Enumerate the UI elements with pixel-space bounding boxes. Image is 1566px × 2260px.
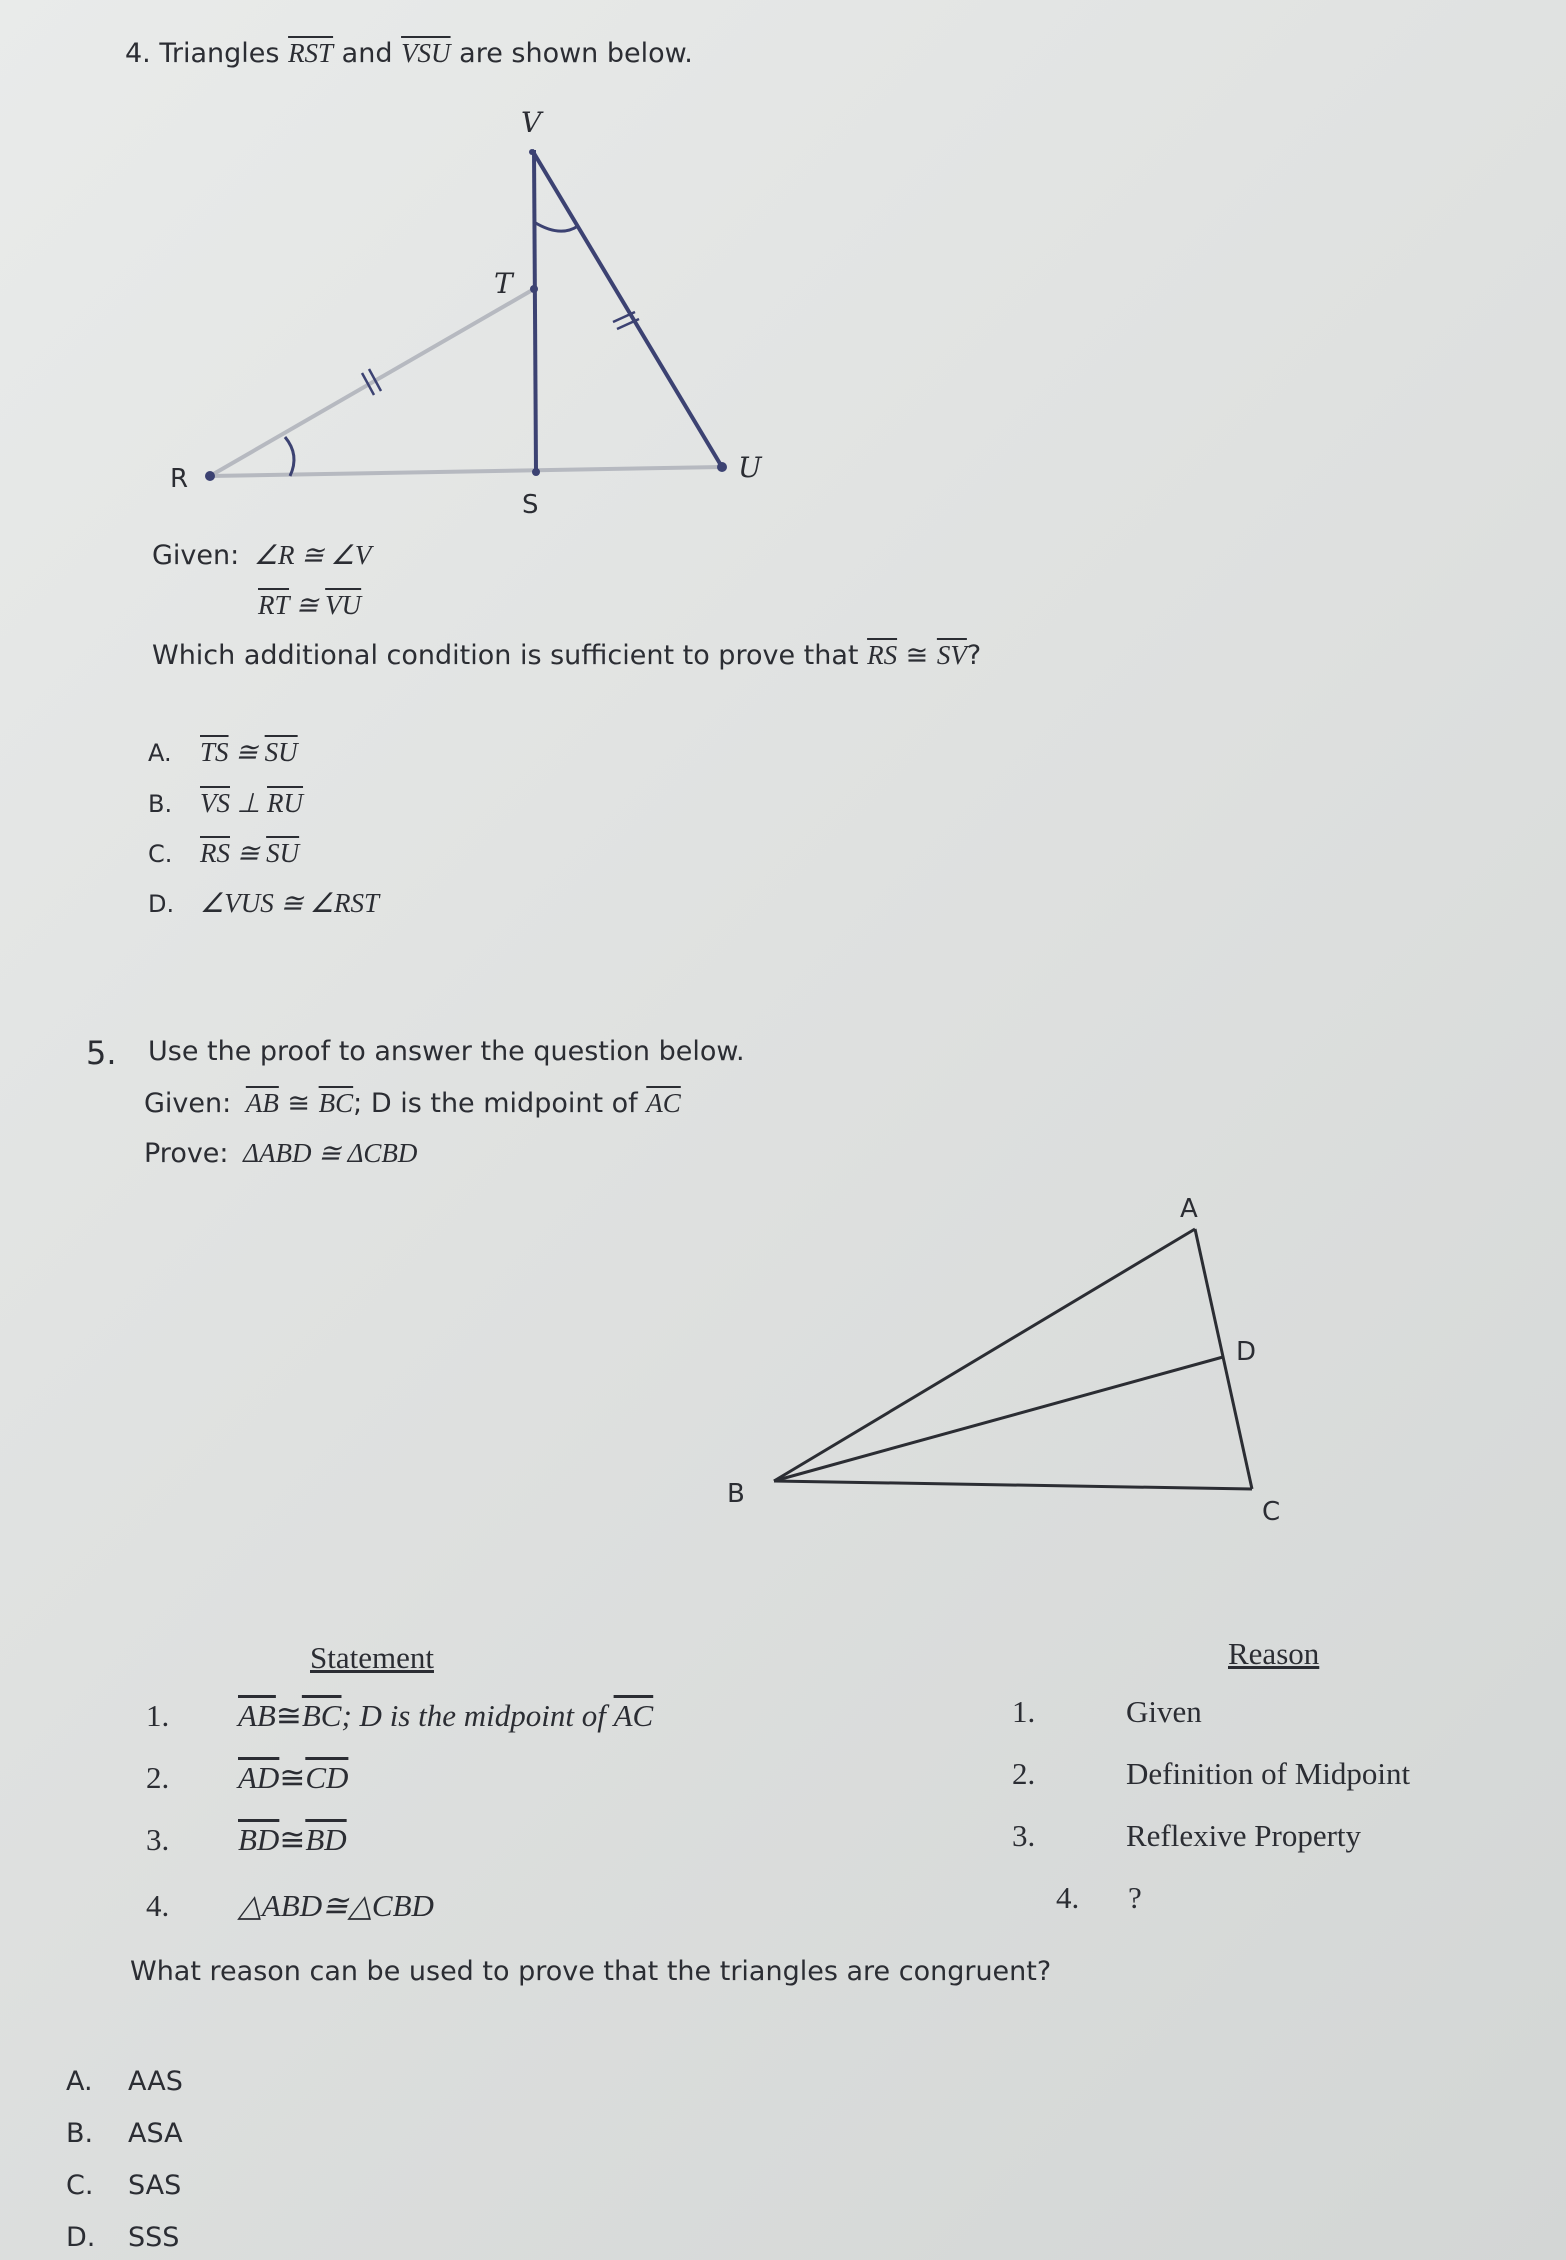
q5-triangle-figure (0, 1150, 1566, 1530)
q5-option-b[interactable]: B. ASA (66, 2118, 183, 2149)
proof-reason-4: 4. ? (1056, 1880, 1142, 1915)
q4-question: Which additional condition is sufficient to prove that $\overline{RS}$ ≅ $\overline{SV}$? (152, 640, 982, 671)
q4-given: Given: ∠R ≅ ∠V (152, 540, 372, 571)
q5-stem: Use the proof to answer the question below. (148, 1036, 745, 1067)
label-B: B (727, 1479, 745, 1509)
q4-stem: 4. Triangles $\overline{RST}$ and $\overline{VSU}$ are shown below. (125, 38, 693, 69)
point-T (530, 285, 538, 293)
q5-question: What reason can be used to prove that the triangles are congruent? (130, 1956, 1052, 1987)
segment-RU (210, 467, 722, 476)
proof-row-1: 1. $\overline{AB}≅\overline{BC}$; D is the midpoint of $\overline{AC}$ (146, 1698, 654, 1733)
proof-reason-1: 1. Given (1012, 1694, 1202, 1729)
q4-triangle-figure (0, 0, 820, 530)
label-C: C (1262, 1497, 1281, 1527)
statement-header: Statement (310, 1640, 434, 1675)
point-U (717, 462, 727, 472)
q4-option-b[interactable]: B. $\overline{VS}$ ⊥ $\overline{RU}$ (148, 788, 304, 818)
q5-option-c[interactable]: C. SAS (66, 2170, 182, 2201)
label-V: V (521, 106, 542, 139)
segment-BA (774, 1229, 1195, 1481)
segment-TS (534, 150, 536, 472)
q4-option-d[interactable]: D. ∠VUS ≅ ∠RST (148, 888, 380, 918)
proof-row-3: 3. $\overline{BD}≅\overline{BD}$ (146, 1822, 347, 1857)
segment-VU (532, 150, 722, 467)
q5-number: 5. (86, 1034, 117, 1072)
angle-mark-V (534, 222, 578, 231)
label-T: T (494, 267, 513, 300)
point-S (532, 468, 540, 476)
q4-number: 4. (125, 38, 151, 69)
point-R (205, 471, 215, 481)
segment-BC (774, 1481, 1252, 1489)
q5-prove: Prove: ΔABD ≅ ΔCBD (144, 1138, 418, 1169)
q4-option-c[interactable]: C. $\overline{RS}$ ≅ $\overline{SU}$ (148, 838, 300, 868)
proof-reason-3: 3. Reflexive Property (1012, 1818, 1362, 1853)
proof-reason-2: 2. Definition of Midpoint (1012, 1756, 1411, 1791)
label-U: U (738, 451, 762, 484)
reason-header: Reason (1228, 1636, 1320, 1671)
proof-row-4: 4. △ABD≅△CBD (146, 1888, 434, 1923)
q5-option-d[interactable]: D. SSS (66, 2222, 180, 2253)
proof-row-2: 2. $\overline{AD}≅\overline{CD}$ (146, 1760, 349, 1795)
label-A: A (1180, 1194, 1198, 1224)
segment-BD (774, 1357, 1223, 1481)
label-R: R (170, 464, 189, 494)
q4-option-a[interactable]: A. $\overline{TS}$ ≅ $\overline{SU}$ (148, 737, 298, 767)
label-S: S (522, 490, 539, 520)
label-D: D (1236, 1337, 1257, 1367)
point-V (529, 149, 535, 155)
segment-RT (210, 289, 534, 476)
q5-given: Given: $\overline{AB}$ ≅ $\overline{BC}$; D is the midpoint of $\overline{AC}$ (144, 1088, 681, 1119)
angle-mark-R (285, 437, 294, 476)
q5-option-a[interactable]: A. AAS (66, 2066, 183, 2097)
q4-given-2: $\overline{RT}$ ≅ $\overline{VU}$ (258, 590, 362, 620)
